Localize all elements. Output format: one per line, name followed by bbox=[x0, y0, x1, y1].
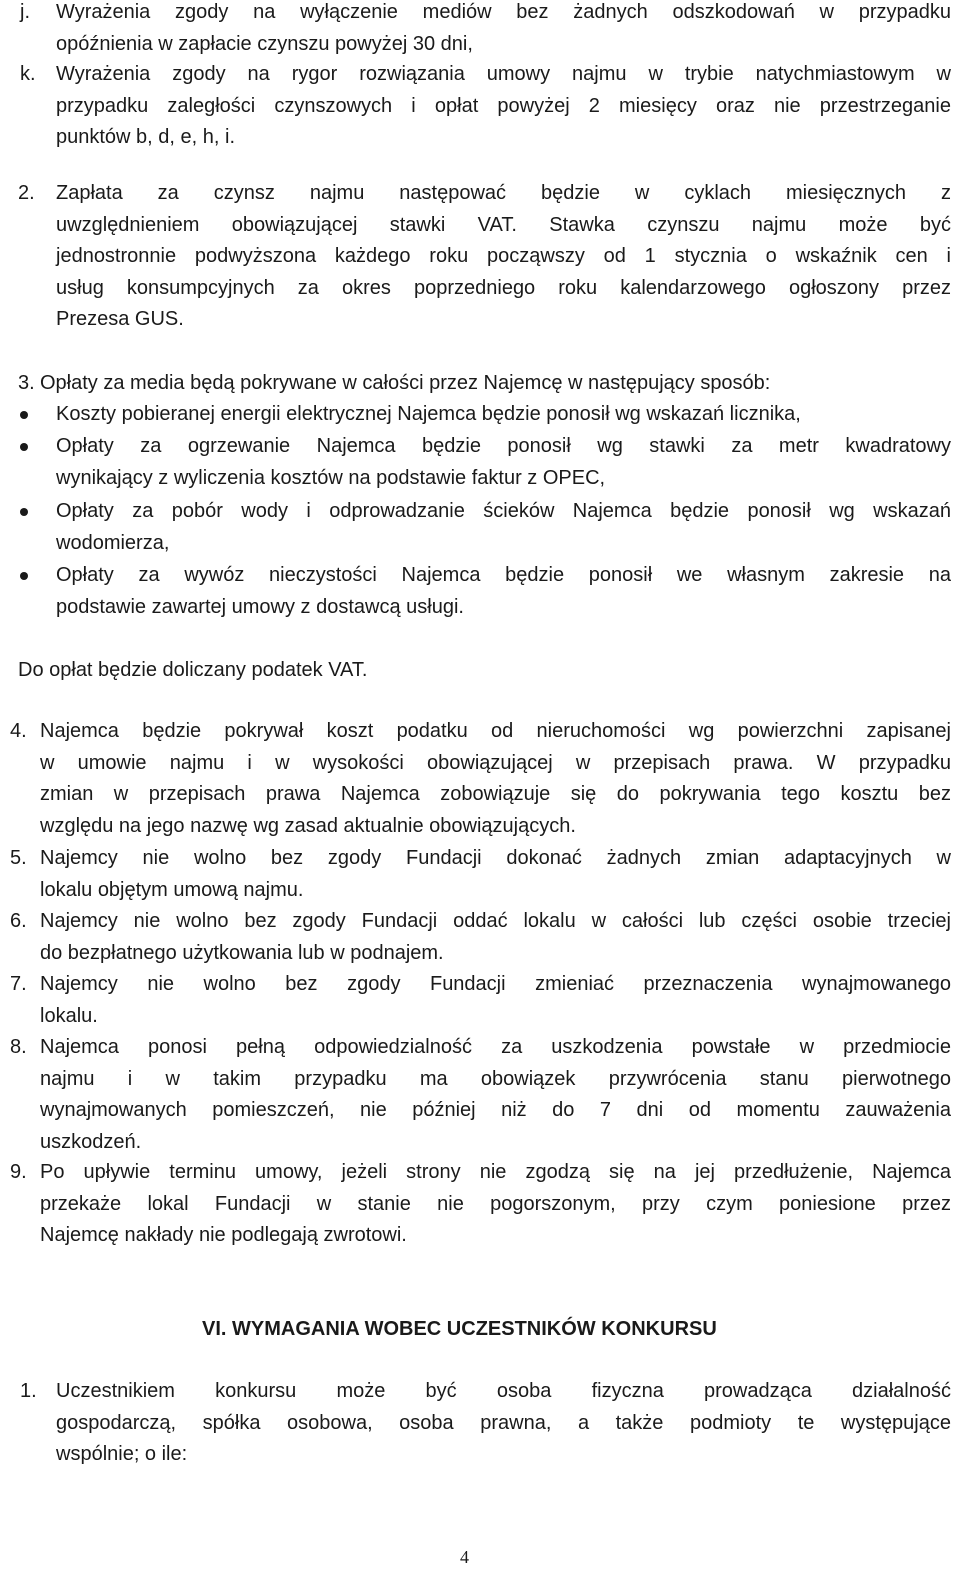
point-text bbox=[40, 1032, 951, 1158]
text-line: punktów b, d, e, h, i. bbox=[56, 126, 235, 148]
page-number: 4 bbox=[460, 1547, 469, 1567]
bullet-icon bbox=[20, 572, 28, 580]
point-marker: 7. bbox=[10, 973, 27, 995]
text-line: Opłaty za ogrzewanie Najemca będzie ponosił wg stawki za metr kwadratowy bbox=[56, 435, 951, 457]
bullet-text bbox=[56, 560, 951, 623]
text-line: zmian w przepisach prawa Najemca zobowiązuje się do pokrywania tego kosztu bez bbox=[40, 783, 951, 805]
vat-note: Do opłat będzie doliczany podatek VAT. bbox=[18, 659, 368, 681]
text-line: Po upływie terminu umowy, jeżeli strony nie zgodzą się na jej przedłużenie, Najemca bbox=[40, 1161, 951, 1183]
text-line: Opłaty za wywóz nieczystości Najemca będzie ponosił we własnym zakresie na bbox=[56, 564, 951, 586]
list-marker: j. bbox=[20, 1, 30, 23]
section-heading: VI. WYMAGANIA WOBEC UCZESTNIKÓW KONKURSU bbox=[202, 1318, 717, 1340]
bullet-text bbox=[56, 431, 951, 494]
point-marker: 2. bbox=[18, 182, 35, 204]
point-marker: 6. bbox=[10, 910, 27, 932]
point-marker: 1. bbox=[20, 1380, 37, 1402]
text-line: wynikający z wyliczenia kosztów na podstawie faktur z OPEC, bbox=[56, 466, 606, 489]
text-line: Koszty pobieranej energii elektrycznej Najemca będzie ponosił wg wskazań licznika, bbox=[56, 403, 801, 425]
text-line: gospodarczą, spółka osobowa, osoba prawna, a także podmioty te występujące bbox=[56, 1411, 951, 1434]
text-line: względu na jego nazwę wg zasad aktualnie obowiązujących. bbox=[40, 814, 576, 837]
text-line: jednostronnie podwyższona każdego roku począwszy od 1 stycznia o wskaźnik cen i bbox=[56, 245, 951, 267]
point-marker: 9. bbox=[10, 1161, 27, 1183]
text-line: w umowie najmu i w wysokości obowiązującej w przepisach prawa. W przypadku bbox=[40, 751, 951, 774]
text-line: Wyrażenia zgody na wyłączenie mediów bez żadnych odszkodowań w przypadku bbox=[56, 1, 951, 23]
text-line: Uczestnikiem konkursu może być osoba fizyczna prowadząca działalność bbox=[56, 1380, 951, 1402]
point-text bbox=[40, 1157, 951, 1252]
text-line: podstawie zawartej umowy z dostawcą usługi. bbox=[56, 595, 464, 618]
bullet-text bbox=[56, 496, 951, 559]
text-line: Najemcę nakłady nie podlegają zwrotowi. bbox=[40, 1224, 407, 1246]
point-text bbox=[56, 1376, 951, 1471]
text-line: wynajmowanych pomieszczeń, nie później niż do 7 dni od momentu zauważenia bbox=[40, 1099, 951, 1121]
text-line: Opłaty za pobór wody i odprowadzanie ścieków Najemca będzie ponosił wg wskazań bbox=[56, 500, 951, 522]
text-line: wspólnie; o ile: bbox=[56, 1443, 188, 1465]
text-line: Najemcy nie wolno bez zgody Fundacji oddać lokalu w całości lub części osobie trzeciej bbox=[40, 910, 951, 932]
point-marker: 8. bbox=[10, 1036, 27, 1058]
text-line: uwzględnieniem obowiązującej stawki VAT. Stawka czynszu najmu może być bbox=[56, 213, 951, 236]
text-line: usług konsumpcyjnych za okres poprzedniego roku kalendarzowego ogłoszony przez bbox=[56, 276, 951, 299]
text-line: uszkodzeń. bbox=[40, 1130, 142, 1153]
point-text bbox=[40, 969, 951, 1032]
bullet-icon bbox=[20, 508, 28, 516]
text-line: Najemcy nie wolno bez zgody Fundacji dokonać żadnych zmian adaptacyjnych w bbox=[40, 847, 951, 869]
text-line: opóźnienia w zapłacie czynszu powyżej 30 dni, bbox=[56, 32, 473, 55]
text-line: do bezpłatnego użytkowania lub w podnajem. bbox=[40, 941, 444, 964]
text-line: Najemcy nie wolno bez zgody Fundacji zmieniać przeznaczenia wynajmowanego bbox=[40, 973, 951, 995]
text-line: lokalu objętym umową najmu. bbox=[40, 878, 304, 901]
text-line: najmu i w takim przypadku ma obowiązek przywrócenia stanu pierwotnego bbox=[40, 1067, 951, 1090]
list-item-text bbox=[56, 0, 951, 60]
point-marker: 3. bbox=[18, 372, 35, 394]
bullet-icon bbox=[20, 411, 28, 419]
text-line: Prezesa GUS. bbox=[56, 308, 184, 330]
list-marker: k. bbox=[20, 63, 36, 85]
text-line: wodomierza, bbox=[56, 531, 170, 554]
text-line: Najemca będzie pokrywał koszt podatku od nieruchomości wg powierzchni zapisanej bbox=[40, 720, 951, 742]
bullet-icon bbox=[20, 443, 28, 451]
bullet-text bbox=[56, 399, 951, 431]
point-intro: Opłaty za media będą pokrywane w całości przez Najemcę w następujący sposób: bbox=[40, 372, 771, 394]
point-marker: 4. bbox=[10, 720, 27, 742]
point-marker: 5. bbox=[10, 847, 27, 869]
point-text bbox=[56, 178, 951, 336]
point-text bbox=[40, 843, 951, 906]
point-text bbox=[40, 906, 951, 969]
text-line: Wyrażenia zgody na rygor rozwiązania umowy najmu w trybie natychmiastowym w bbox=[56, 63, 951, 85]
list-item-text bbox=[56, 59, 951, 154]
text-line: Najemca ponosi pełną odpowiedzialność za uszkodzenia powstałe w przedmiocie bbox=[40, 1036, 951, 1058]
text-line: Zapłata za czynsz najmu następować będzie w cyklach miesięcznych z bbox=[56, 182, 951, 204]
text-line: przekaże lokal Fundacji w stanie nie pogorszonym, przy czym poniesione przez bbox=[40, 1192, 951, 1215]
text-line: lokalu. bbox=[40, 1004, 98, 1027]
point-text bbox=[40, 716, 951, 842]
text-line: przypadku zaległości czynszowych i opłat powyżej 2 miesięcy oraz nie przestrzeganie bbox=[56, 94, 951, 117]
